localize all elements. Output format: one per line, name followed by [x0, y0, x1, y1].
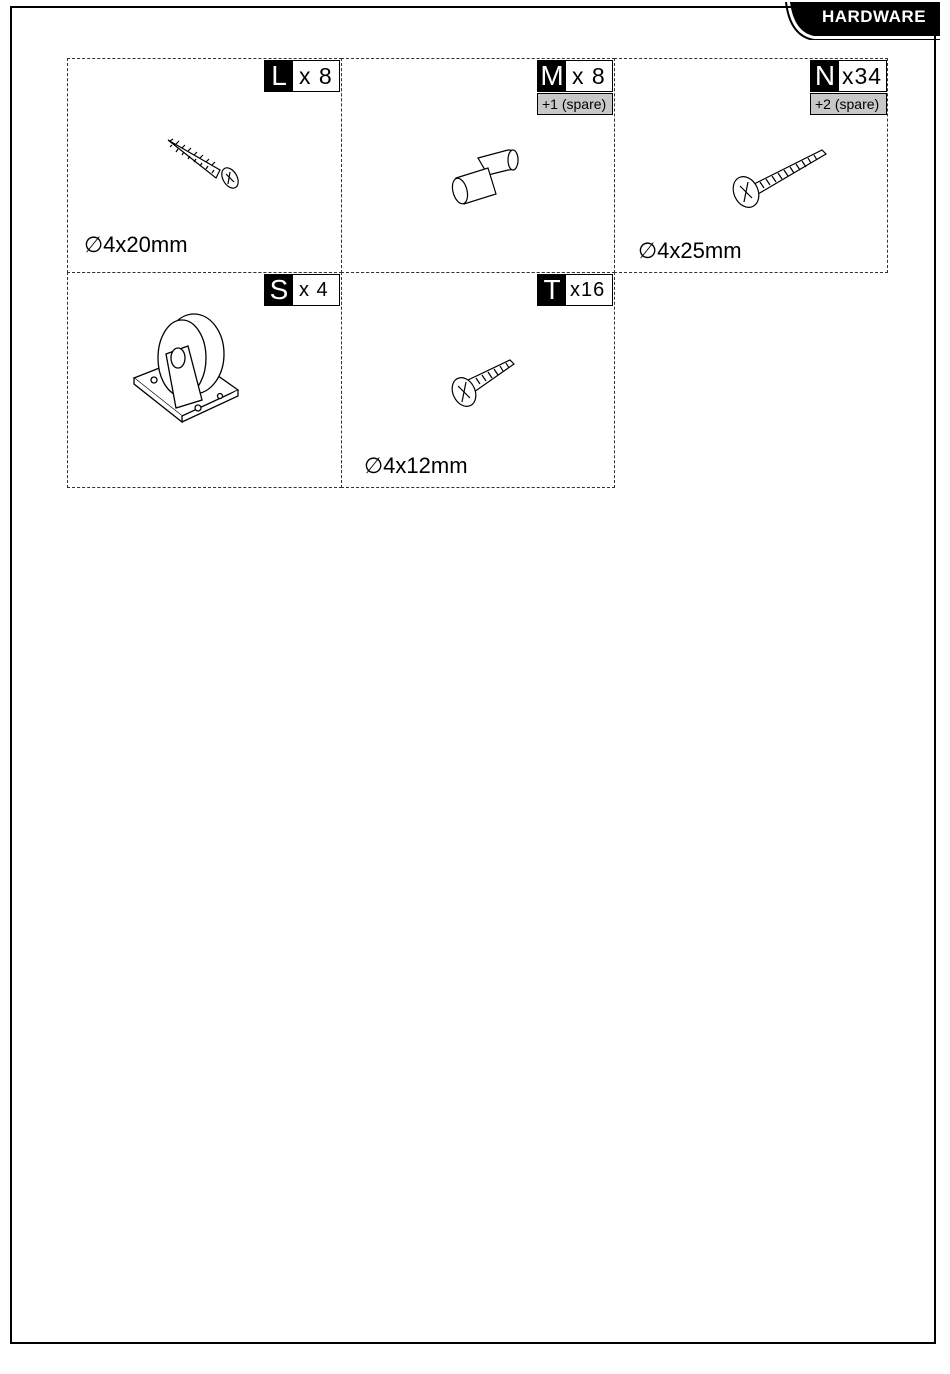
part-size: ∅4x25mm [638, 238, 742, 263]
part-letter: N [811, 61, 839, 91]
shelf-support-pin-icon [448, 148, 528, 208]
part-letter: L [265, 61, 293, 91]
part-size: ∅4x12mm [364, 453, 468, 478]
part-badge-t [537, 274, 613, 306]
part-quantity: x 4 [293, 275, 335, 305]
part-quantity: x 8 [293, 61, 339, 91]
part-quantity: x16 [566, 275, 609, 305]
caster-wheel-icon [130, 306, 242, 428]
part-quantity: x 8 [566, 61, 612, 91]
section-title: HARDWARE [821, 7, 927, 26]
part-size: ∅4x20mm [84, 232, 188, 257]
pan-head-wood-screw-icon [730, 146, 830, 212]
part-badge-m [537, 60, 613, 92]
part-letter: S [265, 275, 293, 305]
part-letter: T [538, 275, 566, 305]
part-badge-s [264, 274, 340, 306]
spare-count: +2 (spare) [810, 93, 887, 115]
spare-count: +1 (spare) [537, 93, 613, 115]
part-badge-l [264, 60, 340, 92]
part-quantity: x34 [839, 61, 885, 91]
flat-head-screw-icon [160, 132, 250, 202]
part-badge-n [810, 60, 887, 92]
short-pan-head-screw-icon [448, 356, 518, 412]
part-letter: M [538, 61, 566, 91]
